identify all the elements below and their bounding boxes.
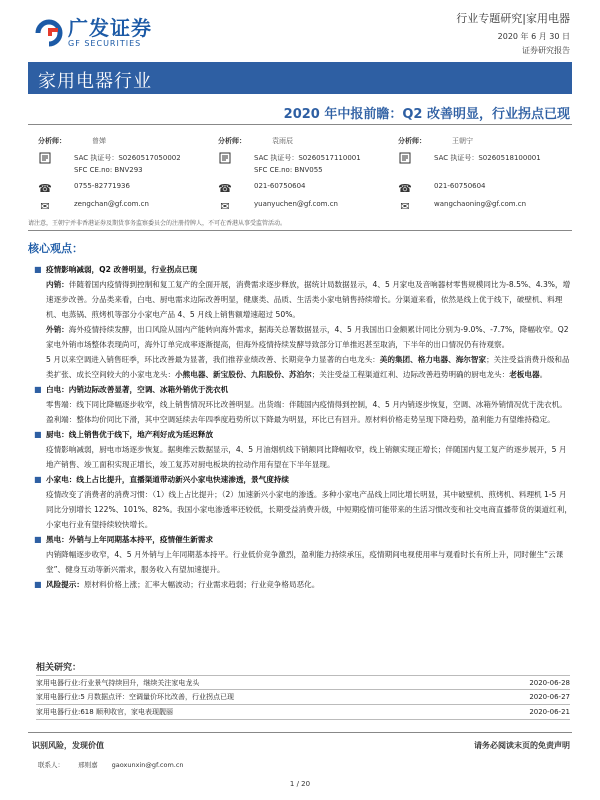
bullet-body: [46, 472, 572, 532]
bullet-heading: [46, 427, 572, 442]
report-type: 证券研究报告: [522, 46, 570, 55]
analyst-credentials: [218, 152, 361, 176]
certificate-icon: [38, 152, 52, 164]
phone-icon: ☎: [398, 181, 412, 195]
recommended-stocks: 美的集团、格力电器、海尔智家: [379, 355, 487, 364]
bullet-heading: [46, 472, 572, 487]
bullet-item: [34, 262, 572, 382]
related-title[interactable]: 家用电器行业:行业景气持续回升，继续关注家电龙头: [36, 678, 200, 687]
bullet-item: [34, 577, 572, 592]
related-research-item[interactable]: [36, 675, 570, 690]
bullet-item: [34, 427, 572, 472]
analyst-email-row: [218, 200, 361, 212]
contact-name: 邢则嘉: [78, 761, 98, 769]
related-research-item[interactable]: [36, 705, 570, 720]
paragraph-text: ；关注受益消费升级和品类扩张、成长空间较大的小家电龙头：: [46, 355, 570, 379]
paragraph-text: 内销降幅逐步收窄，4、5 月外销与上年同期基本持平。行业低价竞争激烈，盈利能力持续承压，疫情期间电视使用率与观看时长有所上升，同时催生“云课堂”、健身互动等新兴需求，服务收入有望加速提升。: [46, 550, 564, 574]
bullet-square-icon: ■: [34, 430, 42, 439]
footer-slogan: 识别风险，发现价值: [32, 741, 104, 750]
analyst-email-row: [38, 200, 181, 212]
credential-lines: [74, 152, 181, 176]
paragraph-text: 5 月以来空调进入销售旺季，环比改善最为显著，我们推荐业绩改善、长期竞争力显著的白电龙头：: [46, 355, 380, 364]
divider: [28, 732, 572, 733]
bullet-heading-text: 黑电：外销与上年同期基本持平，疫情催生新需求: [46, 535, 214, 544]
related-date: 2020-06-27: [529, 693, 570, 701]
bullet-item: [34, 382, 572, 427]
mail-icon: ✉: [220, 199, 230, 213]
paragraph-text: 零售端：线下同比降幅逐步收窄，线上销售情况环比改善明显。出货端：伴随国内疫情得到控制，4、5 月内销逐步恢复，空调、冰箱外销情况优于洗衣机。盈利端：整体均价同比下滑，其中空调延续去年四季度趋势所以下降最为明显，环比已有回升。原材料价格走势呈现下降趋势，盈利能力有望维持稳定。: [46, 400, 567, 424]
analyst-label: 分析师：: [218, 137, 246, 145]
bullet-square-icon: ■: [34, 475, 42, 484]
bullet-heading-text: 厨电：线上销售优于线下，地产利好成为延迟释放: [46, 430, 214, 439]
sfc-number: SFC CE.no: BNV055: [254, 166, 323, 174]
bullet-heading: [46, 262, 572, 277]
recommended-stocks: 老板电器: [509, 370, 540, 379]
report-meta: [456, 10, 570, 56]
analyst-card: [38, 136, 181, 212]
mail-icon: ✉: [400, 199, 410, 213]
core-views-list: [34, 262, 572, 592]
report-date: 2020 年 6 月 30 日: [497, 32, 570, 41]
analyst-credentials: [38, 152, 181, 176]
bullet-paragraph: [46, 547, 572, 577]
related-date: 2020-06-28: [529, 678, 570, 687]
bullet-heading-rest: 原材料价格上涨；汇率大幅波动；行业需求趋弱；行业竞争格局恶化。: [83, 580, 320, 589]
analyst-card: [218, 136, 361, 212]
related-date: 2020-06-21: [529, 708, 570, 716]
related-research-title: 相关研究：: [36, 663, 82, 673]
divider: [28, 124, 572, 125]
analyst-header: [398, 136, 541, 146]
paragraph-text: 疫情改变了消费者的消费习惯：（1）线上占比提升；（2）加速新兴小家电的渗透。多种小家电产品线上同比增长明显，其中破壁机、煎烤机、料理机 1-5 月同比分别增长 122%、101%、82%。我国小家电渗透率还较低，长期受益消费升级，中短期疫情可能带来的生活习惯改变和社交电商直播带货的渠道红利，小家电行业有望持续较快增长。: [46, 490, 572, 529]
bullet-heading-text: 疫情影响减弱，Q2 改善明显，行业拐点已现: [46, 265, 198, 274]
contact-line: [38, 760, 196, 769]
logo-chinese-text: 广发证券: [68, 16, 152, 40]
paragraph-lead: 内销：: [46, 280, 69, 289]
credential-lines: [254, 152, 361, 176]
analyst-name: 袁雨辰: [272, 137, 293, 145]
analyst-phone-row: [218, 182, 361, 194]
analyst-phone: 0755-82771936: [74, 182, 130, 190]
analyst-phone-row: [398, 182, 541, 194]
bullet-heading: [46, 382, 572, 397]
credential-lines: [434, 152, 541, 164]
bullet-heading: [46, 532, 572, 547]
certificate-icon: [398, 152, 412, 164]
bullet-paragraph: [46, 397, 572, 427]
banner-title: 家用电器行业: [38, 71, 152, 92]
analyst-phone-row: [38, 182, 181, 194]
mail-icon: ✉: [40, 199, 50, 213]
paragraph-lead: 外销：: [46, 325, 69, 334]
paragraph-text: 海外疫情持续发酵，出口风险从国内产能转向海外需求，据海关总署数据显示，4、5 月我国出口金额累计同比分别为-9.0%、-7.7%，降幅收窄。Q2 家电外销市场整体表现尚可，海外订单完成率逐渐提高，但海外疫情持续发酵导致部分订单推迟甚至取消，下半年的出口情况仍有待观察。: [46, 325, 569, 349]
bullet-body: [46, 577, 572, 592]
sac-number: SAC 执证号：S0260517110001: [254, 154, 361, 162]
page-number: 1 / 20: [289, 780, 311, 788]
analyst-disclaimer: 请注意，王朝宁并非香港证券及期货事务监察委员会的注册持牌人，不可在香港从事受监管活动。: [28, 220, 287, 227]
bullet-square-icon: ■: [34, 385, 42, 394]
certificate-icon: [218, 152, 232, 164]
bullet-body: [46, 427, 572, 472]
analyst-email[interactable]: yuanyuchen@gf.com.cn: [254, 200, 338, 208]
analyst-header: [218, 136, 361, 146]
bullet-square-icon: ■: [34, 580, 42, 589]
report-category: 行业专题研究|家用电器: [456, 12, 570, 25]
analyst-email[interactable]: wangchaoning@gf.com.cn: [434, 200, 527, 208]
paragraph-text: ；关注受益工程渠道红利、边际改善趋势明确的厨电龙头：: [311, 370, 510, 379]
bullet-square-icon: ■: [34, 265, 42, 274]
bullet-paragraph: [46, 487, 572, 532]
bullet-heading-text: 白电：内销边际改善显著，空调、冰箱外销优于洗衣机: [46, 385, 229, 394]
bullet-paragraph: [46, 277, 572, 322]
analyst-credentials: [398, 152, 541, 164]
sac-number: SAC 执证号：S0260518100001: [434, 154, 541, 162]
paragraph-text: 伴随着国内疫情得到控制和复工复产的全面开展，消费需求逐步释放，据统计局数据显示，4、5 月家电及音响器材零售规模同比为-8.5%、4.3%，增速逐步改善。分品类来看，白电、厨电需求边际改善明显，健康类、品质、生活类小家电销售持续增长。分渠道来看，依然是线上优于线下，破壁机、料理机、电蒸锅、煎烤机等部分小家电产品 4、5 月线上销售额增速超过 50%。: [46, 280, 571, 319]
bullet-item: [34, 532, 572, 577]
sfc-number: SFC CE.no: BNV293: [74, 166, 143, 174]
core-views-title: 核心观点：: [28, 242, 83, 255]
analyst-name: 曾婵: [92, 137, 106, 145]
bullet-paragraph: [46, 322, 572, 352]
title-banner: [28, 62, 572, 94]
analyst-card: [398, 136, 541, 212]
analyst-header: [38, 136, 181, 146]
related-title[interactable]: 家用电器行业:5 月数据点评：空调量价环比改善，行业拐点已现: [36, 693, 235, 701]
bullet-body: [46, 532, 572, 577]
bullet-heading: [46, 577, 572, 592]
paragraph-text: 疫情影响减弱，厨电市场逐步恢复。据奥维云数据显示，4、5 月油烟机线下销额同比降幅收窄，线上销额实现正增长；伴随国内复工复产的逐步展开，5 月地产销售、竣工面积实现正增长，竣工复苏对厨电板块的拉动作用有望在下半年显现。: [46, 445, 567, 469]
bullet-body: [46, 262, 572, 382]
logo-english-text: GF SECURITIES: [68, 39, 142, 48]
bullet-body: [46, 382, 572, 427]
bullet-item: [34, 472, 572, 532]
related-research-list: [36, 675, 570, 720]
bullet-paragraph: [46, 352, 572, 382]
contact-email[interactable]: gaoxunxin@gf.com.cn: [111, 761, 184, 769]
analyst-phone: 021-60750604: [254, 182, 306, 190]
footer-disclaimer-note: 请务必阅读末页的免责声明: [474, 741, 570, 750]
phone-icon: ☎: [38, 181, 52, 195]
analyst-email-row: [398, 200, 541, 212]
phone-icon: ☎: [218, 181, 232, 195]
analyst-name: 王朝宁: [452, 137, 473, 145]
divider: [28, 230, 572, 231]
related-title[interactable]: 家用电器行业:618 顺利收官，家电表现靓丽: [36, 708, 173, 716]
bullet-square-icon: ■: [34, 535, 42, 544]
analyst-label: 分析师：: [38, 137, 66, 145]
recommended-stocks: 小熊电器、新宝股份、九阳股份、苏泊尔: [175, 370, 312, 379]
related-research-item[interactable]: [36, 690, 570, 705]
gf-logo-icon: [34, 18, 64, 48]
contact-label: 联系人：: [38, 761, 64, 769]
company-logo: [34, 18, 152, 48]
analyst-email[interactable]: zengchan@gf.com.cn: [74, 200, 149, 208]
sac-number: SAC 执证号：S0260517050002: [74, 154, 181, 162]
bullet-heading-text: 风险提示：: [46, 580, 84, 589]
bullet-paragraph: [46, 442, 572, 472]
report-subtitle: 2020 年中报前瞻：Q2 改善明显，行业拐点已现: [283, 107, 570, 122]
bullet-heading-text: 小家电：线上占比提升，直播渠道带动新兴小家电快速渗透，景气度持续: [46, 475, 289, 484]
analyst-label: 分析师：: [398, 137, 426, 145]
analyst-phone: 021-60750604: [434, 182, 486, 190]
paragraph-text: 。: [539, 370, 548, 379]
